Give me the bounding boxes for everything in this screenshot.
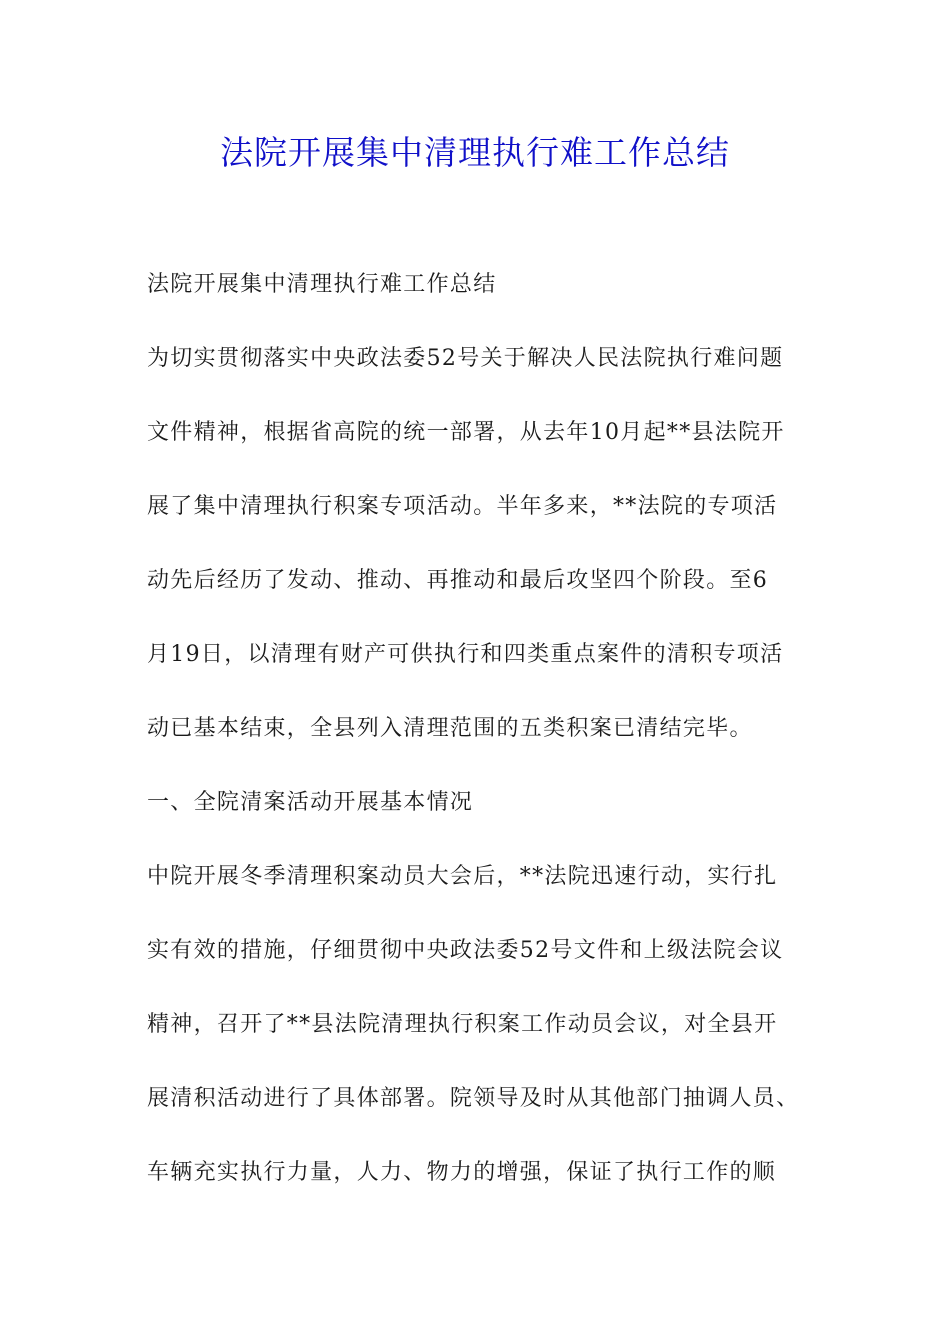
body-line: 精神，召开了**县法院清理执行积案工作动员会议，对全县开	[147, 1012, 778, 1037]
section-heading: 一、全院清案活动开展基本情况	[147, 790, 474, 815]
body-line: 法院开展集中清理执行难工作总结	[147, 272, 497, 297]
body-line: 文件精神，根据省高院的统一部署，从去年10月起**县法院开	[147, 420, 785, 445]
body-line: 车辆充实执行力量，人力、物力的增强，保证了执行工作的顺	[147, 1160, 777, 1185]
document-title: 法院开展集中清理执行难工作总结	[220, 133, 730, 172]
body-line: 中院开展冬季清理积案动员大会后，**法院迅速行动，实行扎	[147, 864, 778, 889]
body-line: 实有效的措施，仔细贯彻中央政法委52号文件和上级法院会议	[147, 938, 784, 963]
body-line: 展了集中清理执行积案专项活动。半年多来，**法院的专项活	[147, 494, 778, 519]
body-line: 月19日，以清理有财产可供执行和四类重点案件的清积专项活	[147, 642, 784, 667]
body-line: 展清积活动进行了具体部署。院领导及时从其他部门抽调人员、	[147, 1086, 800, 1111]
body-line: 动已基本结束，全县列入清理范围的五类积案已清结完毕。	[147, 716, 753, 741]
document-body	[147, 261, 811, 1223]
body-line: 为切实贯彻落实中央政法委52号关于解决人民法院执行难问题	[147, 346, 784, 371]
body-line: 动先后经历了发动、推动、再推动和最后攻坚四个阶段。至6	[147, 568, 769, 593]
